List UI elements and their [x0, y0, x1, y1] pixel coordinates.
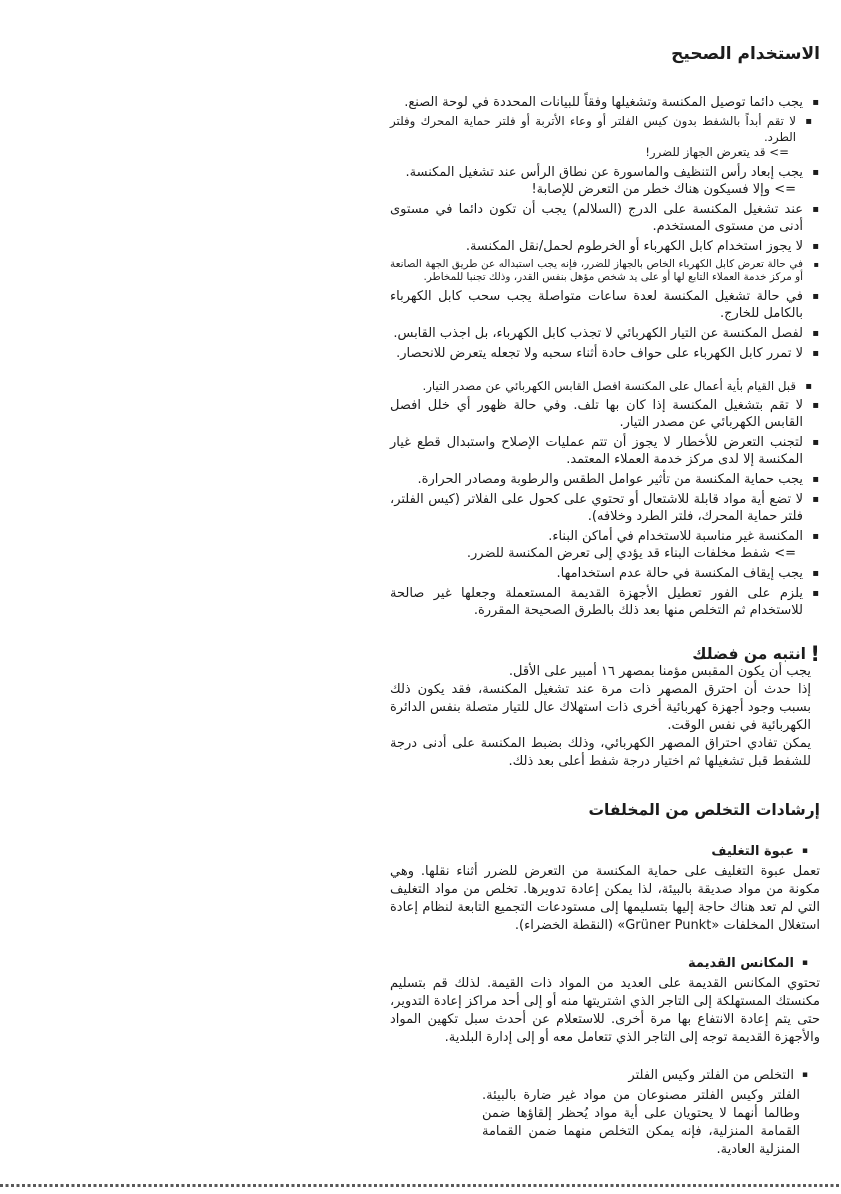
- subsection-paragraph: تحتوي المكانس القديمة على العديد من المواد ذات القيمة. لذلك قم بتسليم مكنستك المستهلكة إلى التاجر الذي اشتريتها منه أو إلى أحد مراكز إعادة التدوير، حتى يتم إعادة الانتفاع بها مرة أخرى. للاستعلام عن أحدث سبل تكهين المواد والأجهزة القديمة توجه إلى التاجر الذي تتعامل معه أو إلى إدارة البلدية.: [390, 976, 820, 1045]
- bullet-text: في حالة تعرض كابل الكهرباء الخاص بالجهاز للضرر، فإنه يجب استبداله عن طريق الجهة الصانعة أو مركز خدمة العملاء التابع لها أو على يد شخص مؤهل بنفس القدر، وذلك تجنبا للمخاطر.: [390, 257, 803, 283]
- subsection-paragraph: تعمل عبوة التغليف على حماية المكنسة من التعرض للضرر أثناء نقلها. وهي مكونة من مواد صديقة بالبيئة، لذا يمكن إعادة تدويرها. تخلص من مواد التغليف التي لم تعد هناك حاجة إليها بتسليمها إلى مستودعات التجميع التابعة لنظام إعادة استغلال المخلفات «Grüner Punkt» (النقطة الخضراء).: [390, 864, 820, 933]
- bullet-text: لا تقم بتشغيل المكنسة إذا كان بها تلف. وفي حالة ظهور أي خلل افصل القابس الكهربائي عن مصدر التيار.: [390, 398, 803, 430]
- subsection-heading-label: المكانس القديمة: [688, 956, 794, 971]
- attention-paragraph: إذا حدث أن احترق المصهر ذات مرة عند تشغيل المكنسة، فقد يكون ذلك بسبب وجود أجهزة كهربائية أخرى ذات استهلاك عال للتيار متصلة بنفس الدائرة الكهربائية في نفس الوقت.: [390, 682, 811, 733]
- attention-heading-label: انتبه من فضلك: [692, 645, 806, 663]
- bullet-item: [390, 397, 820, 431]
- bullet-item: [390, 434, 820, 468]
- disposal-subsection: [390, 955, 820, 1047]
- bullet-item: [390, 325, 820, 342]
- bullet-text: يجب دائما توصيل المكنسة وتشغيلها وفقاً للبيانات المحددة في لوحة الصنع.: [404, 95, 803, 110]
- square-bullet-icon: ▪: [812, 347, 819, 359]
- consequence-note: => قد يتعرض الجهاز للضرر!: [645, 145, 789, 159]
- bullet-text: في حالة تشغيل المكنسة لعدة ساعات متواصلة يجب سحب كابل الكهرباء بالكامل للخارج.: [390, 288, 803, 321]
- bullet-text: عند تشغيل المكنسة على الدرج (السلالم) يجب أن تكون دائما في مستوى أدنى من مستوى المستخدم.: [390, 201, 803, 234]
- bullet-item: [390, 471, 820, 488]
- square-bullet-icon: ▪: [801, 846, 808, 856]
- bullet-text: يجب إيقاف المكنسة في حالة عدم استخدامها.: [556, 566, 803, 581]
- bullet-item: [390, 528, 820, 562]
- usage-bullet-list: [390, 94, 820, 619]
- bullet-text: يجب حماية المكنسة من تأثير عوامل الطقس والرطوبة ومصادر الحرارة.: [417, 472, 803, 487]
- bullet-text: يلزم على الفور تعطيل الأجهزة القديمة المستعملة وجعلها غير صالحة للاستخدام ثم التخلص منها بعد ذلك بالطرق الصحيحة المقررة.: [390, 586, 803, 618]
- disposal-subsections: [390, 843, 820, 1159]
- square-bullet-icon: ▪: [805, 380, 812, 392]
- square-bullet-icon: ▪: [805, 116, 812, 127]
- bullet-item: [390, 345, 820, 362]
- perforation-line: [0, 1184, 841, 1187]
- attention-paragraph: يجب أن يكون المقبس مؤمنا بمصهر ١٦ أمبير على الأقل.: [508, 664, 811, 679]
- square-bullet-icon: ▪: [812, 494, 819, 505]
- section-attention: [390, 642, 820, 771]
- manual-page: [390, 44, 820, 1179]
- disposal-heading: إرشادات التخلص من المخلفات: [588, 801, 820, 819]
- consequence-note: => وإلا فسيكون هناك خطر من التعرض للإصابة!: [531, 181, 796, 197]
- bullet-item: [390, 491, 820, 525]
- disposal-subsection: [390, 1067, 820, 1159]
- bullet-text: لا تمرر كابل الكهرباء على حواف حادة أثناء سحبه ولا تجعله يتعرض للانحصار.: [396, 345, 803, 361]
- square-bullet-icon: ▪: [812, 588, 819, 599]
- square-bullet-icon: ▪: [812, 327, 819, 339]
- bullet-item: [390, 164, 820, 198]
- bullet-item: [390, 114, 820, 161]
- square-bullet-icon: ▪: [812, 531, 819, 542]
- bullet-item: [390, 288, 820, 322]
- attention-paragraphs: [390, 663, 820, 771]
- square-bullet-icon: ▪: [812, 203, 819, 215]
- bullet-text: المكنسة غير مناسبة للاستخدام في أماكن البناء.: [548, 529, 803, 544]
- disposal-subsection: [390, 843, 820, 935]
- bullet-item: [390, 565, 820, 582]
- subsection-heading: [390, 955, 820, 972]
- bullet-item: [390, 585, 820, 619]
- subsection-heading: [390, 843, 820, 860]
- square-bullet-icon: ▪: [801, 958, 808, 968]
- bullet-item: [390, 379, 820, 395]
- section-disposal: [390, 801, 820, 1159]
- bullet-text: لا يجوز استخدام كابل الكهرباء أو الخرطوم لحمل/نقل المكنسة.: [465, 238, 803, 254]
- subsection-heading-label: التخلص من الفلتر وكيس الفلتر: [628, 1068, 794, 1083]
- subsection-heading-label: عبوة التغليف: [711, 844, 794, 859]
- bullet-text: لا تقم أبداً بالشفط بدون كيس الفلتر أو وعاء الأتربة أو فلتر حماية المحرك وفلتر الطرد.: [390, 114, 796, 144]
- attention-heading: [390, 642, 820, 666]
- bullet-item: [390, 94, 820, 111]
- bullet-text: لتجنب التعرض للأخطار لا يجوز أن تتم عمليات الإصلاح واستبدال قطع غيار المكنسة إلا لدى مركز خدمة العملاء المعتمد.: [390, 435, 803, 467]
- square-bullet-icon: ▪: [813, 259, 819, 269]
- exclamation-icon: !: [810, 642, 820, 666]
- square-bullet-icon: ▪: [812, 166, 819, 178]
- square-bullet-icon: ▪: [812, 290, 819, 302]
- bullet-text: لفصل المكنسة عن التيار الكهربائي لا تجذب كابل الكهرباء، بل اجذب القابس.: [393, 325, 803, 341]
- square-bullet-icon: ▪: [812, 474, 819, 485]
- bullet-text: قبل القيام بأية أعمال على المكنسة افصل القابس الكهربائي عن مصدر التيار.: [422, 378, 796, 393]
- square-bullet-icon: ▪: [812, 97, 819, 108]
- bullet-item: [390, 201, 820, 235]
- subsection-paragraph: الفلتر وكيس الفلتر مصنوعان من مواد غير ضارة بالبيئة. وطالما أنهما لا يحتويان على أية مواد يُحظر إلقاؤها ضمن القمامة المنزلية، فإنه يمكن التخلص منهما ضمن القمامة المنزلية العادية.: [482, 1088, 800, 1157]
- square-bullet-icon: ▪: [812, 437, 819, 448]
- page-title: الاستخدام الصحيح: [671, 44, 820, 64]
- square-bullet-icon: ▪: [812, 240, 819, 252]
- subsection-heading: [390, 1067, 820, 1084]
- attention-paragraph: يمكن تفادي احتراق المصهر الكهربائي، وذلك بضبط المكنسة على أدنى درجة للشفط قبل تشغيلها ثم اختيار درجة شفط أعلى بعد ذلك.: [390, 736, 811, 769]
- bullet-item: [390, 258, 820, 285]
- section-correct-usage: [390, 44, 820, 619]
- bullet-item: [390, 238, 820, 255]
- square-bullet-icon: ▪: [812, 400, 819, 411]
- consequence-note: => شفط مخلفات البناء قد يؤدي إلى تعرض المكنسة للضرر.: [466, 546, 796, 561]
- bullet-text: يجب إبعاد رأس التنظيف والماسورة عن نطاق الرأس عند تشغيل المكنسة.: [405, 164, 803, 180]
- bullet-text: لا تضع أية مواد قابلة للاشتعال أو تحتوي على كحول على الفلاتر (كيس الفلتر، فلتر حماية المحرك، فلتر الطرد وخلافه).: [390, 492, 803, 524]
- square-bullet-icon: ▪: [801, 1070, 808, 1080]
- square-bullet-icon: ▪: [812, 568, 819, 579]
